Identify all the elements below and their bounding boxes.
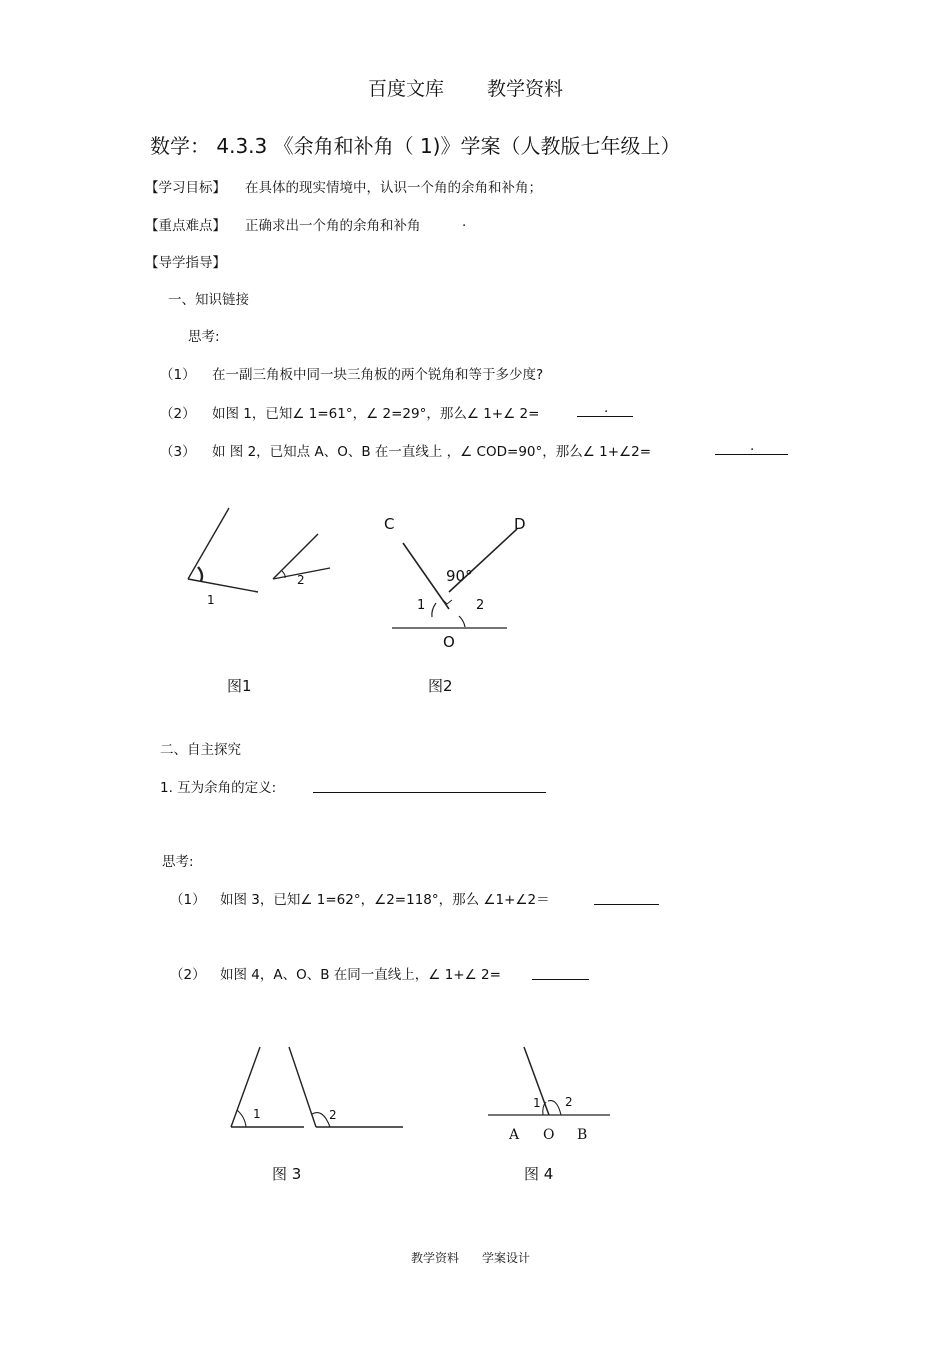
fig1-caption: 图1 (227, 677, 252, 695)
fig2-angle1-arc (432, 603, 436, 617)
q2-num: （2） (160, 406, 196, 422)
section2-think: 思考: (162, 854, 194, 870)
q1-num: （1） (160, 367, 196, 383)
fig4-label-A: A (509, 1127, 520, 1143)
s2-q2-text: 如图 4，A、O、B 在同一直线上，∠ 1+∠ 2= (220, 967, 501, 983)
figure-2 (384, 515, 526, 695)
goal-label: 【学习目标】 (145, 180, 226, 196)
fig2-label-1: 1 (417, 598, 426, 613)
fig4-label-1: 1 (533, 1096, 541, 1110)
fig3-label-1: 1 (253, 1107, 261, 1121)
q2-text: 如图 1，已知∠ 1=61°，∠ 2=29°，那么∠ 1+∠ 2= (212, 406, 540, 422)
s2-q1-text: 如图 3，已知∠ 1=62°，∠2=118°，那么 ∠1+∠2＝ (220, 892, 550, 908)
guide-label: 【导学指导】 (145, 255, 226, 271)
fig2-label-C: C (384, 515, 395, 533)
fig1-angle1-ray-a (188, 508, 229, 579)
q3-text: 如 图 2，已知点 A、O、B 在一直线上 ，∠ COD=90°，那么∠ 1+∠2= (212, 444, 652, 460)
fig3-label-2: 2 (329, 1108, 337, 1122)
fig4-label-B: B (577, 1127, 588, 1143)
fig2-ray-OC (403, 543, 449, 609)
q2-dot: . (604, 400, 609, 416)
definition-label: 1. 互为余角的定义: (160, 780, 277, 796)
key-dot: . (462, 214, 467, 230)
key-label: 【重点难点】 (145, 218, 226, 234)
figure-3 (231, 1047, 403, 1183)
fig4-angle2-arc (548, 1101, 561, 1115)
footer-right: 学案设计 (482, 1251, 531, 1265)
key-text: 正确求出一个角的余角和补角 (245, 218, 421, 234)
fig3-angle1-arc (237, 1110, 246, 1127)
header-left: 百度文库 (368, 78, 445, 100)
fig1-label-2: 2 (297, 573, 305, 587)
page-title: 数学： 4.3.3 《余角和补角（ 1)》学案（人教版七年级上） (150, 134, 681, 158)
fig1-angle1-ray-b (188, 579, 258, 592)
fig2-angle2-arc (459, 616, 465, 627)
footer-left: 教学资料 (411, 1251, 460, 1265)
fig3-caption: 图 3 (272, 1165, 302, 1183)
fig3-angle2-ray-a (289, 1047, 316, 1127)
q3-dot: . (750, 438, 755, 454)
fig2-label-2: 2 (476, 598, 485, 613)
fig2-label-O: O (443, 633, 455, 651)
q3-num: （3） (160, 444, 196, 460)
fig2-caption: 图2 (428, 677, 453, 695)
fig1-angle1-arc (198, 567, 202, 581)
figure-4 (488, 1047, 610, 1183)
fig1-label-1: 1 (207, 593, 215, 607)
s2-q2-num: （2） (170, 967, 206, 983)
fig4-caption: 图 4 (524, 1165, 554, 1183)
section1-think: 思考: (188, 329, 220, 345)
fig4-label-2: 2 (565, 1095, 573, 1109)
figure-1 (188, 508, 330, 695)
q1-text: 在一副三角板中同一块三角板的两个锐角和等于多少度? (212, 367, 544, 383)
header-right: 教学资料 (487, 78, 564, 100)
fig4-label-O: O (543, 1127, 555, 1143)
goal-text: 在具体的现实情境中，认识一个角的余角和补角； (245, 180, 542, 196)
section2-heading: 二、自主探究 (160, 742, 241, 758)
fig2-label-90: 90° (446, 567, 473, 585)
section1-heading: 一、知识链接 (168, 292, 249, 308)
s2-q1-num: （1） (170, 892, 206, 908)
fig2-label-D: D (514, 515, 526, 533)
